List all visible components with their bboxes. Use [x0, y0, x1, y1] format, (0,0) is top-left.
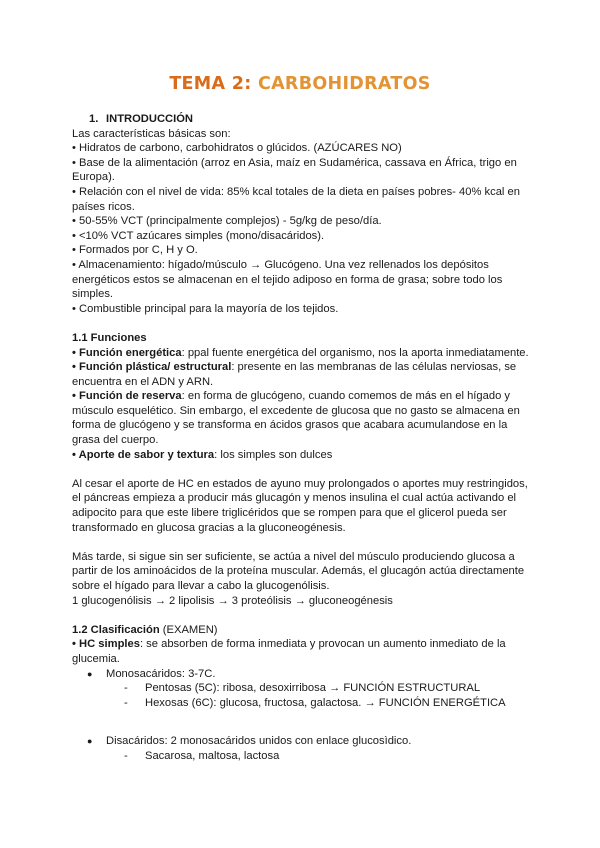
funcion-label: • Función energética — [72, 346, 182, 359]
list-item-monosacaridos — [72, 667, 534, 682]
funcion-text: : ppal fuente energética del organismo, nos la aporta inmediatamente. — [181, 346, 529, 359]
funcion-label: • Función de reserva — [72, 390, 182, 403]
funcion-text: : presente en las membranas de las células nerviosas, se encuentra en el ADN y ARN. — [72, 361, 517, 388]
funcion-label: • Función plástica/ estructural — [72, 361, 232, 374]
intro-bullet: • <10% VCT azúcares simples (mono/disacáridos). — [72, 229, 325, 242]
page-title — [0, 74, 600, 94]
list-item-disacaridos — [72, 734, 534, 749]
intro-bullet: • Hidratos de carbono, carbohidratos o glúcidos. (AZÚCARES NO) — [72, 142, 402, 155]
sublist-item — [72, 696, 534, 711]
document-body — [72, 112, 534, 763]
intro-bullet: • Relación con el nivel de vida: 85% kcal totales de la dieta en países pobres- 40% kcal en países ricos. — [72, 185, 520, 213]
dash-icon: - — [124, 682, 128, 695]
intro-bullet: • Combustible principal para la mayoría de los tejidos. — [72, 302, 339, 315]
intro-lead: Las características básicas son: — [72, 127, 231, 140]
hc-simples-item — [72, 637, 534, 666]
title-main: CARBOHIDRATOS — [257, 74, 431, 94]
dash-icon: - — [124, 749, 128, 762]
funcion-text: : en forma de glucógeno, cuando comemos de más en el hígado y músculo esquelético. Sin embargo, el excedente de glucosa que no gasto se almacena en forma de glucógeno y se transforma en ácidos grasos que acabara acumulandose en la grasa del cuerpo. — [72, 390, 520, 447]
list-item-text: Monosacáridos: 3-7C. — [106, 667, 216, 680]
paragraph-ayuno: Al cesar el aporte de HC en estados de ayuno muy prolongados o aportes muy restringidos, el páncreas empieza a producir más glucagón y menos insulina el cual actúa activando el adipocito para que este libere triglicéridos que se rompen para que el glicerol pueda ser transformado en glucosa gracias a la gluconeogénesis. — [72, 477, 528, 534]
clasificacion-heading-text: 1.2 Clasificación — [72, 623, 160, 636]
bullet-icon: ● — [87, 735, 93, 746]
sublist-item-text: Pentosas (5C): ribosa, desoxirribosa → FUNCIÓN ESTRUCTURAL — [145, 682, 481, 695]
intro-bullet: • Almacenamiento: hígado/músculo → Glucógeno. Una vez rellenados los depósitos energéticos estos se almacenan en el tejido adiposo en forma de grasa; sobre todo los simples. — [72, 258, 503, 301]
section-heading-introduccion — [72, 112, 534, 127]
intro-bullet: • Base de la alimentación (arroz en Asia, maíz en Sudamérica, cassava en África, trigo en Europa). — [72, 156, 517, 184]
title-prefix: TEMA 2: — [169, 74, 258, 94]
sublist-item-text: Hexosas (6C): glucosa, fructosa, galactosa. → FUNCIÓN ENERGÉTICA — [145, 696, 506, 709]
funcion-item — [72, 346, 534, 361]
dash-icon: - — [124, 696, 128, 709]
intro-bullet: • Formados por C, H y O. — [72, 244, 198, 257]
sublist-item — [72, 749, 534, 764]
clasificacion-note: (EXAMEN) — [159, 623, 218, 636]
paragraph-musculo: Más tarde, si sigue sin ser suficiente, se actúa a nivel del músculo produciendo glucosa a partir de los aminoácidos de la proteína muscular. Además, el glucagón actúa directamente sobre el hígado para llevar a cabo la glucogenólisis. — [72, 550, 525, 592]
funcion-label: • Aporte de sabor y textura — [72, 448, 215, 461]
sublist-item-text: Sacarosa, maltosa, lactosa — [145, 749, 280, 762]
funcion-item — [72, 448, 534, 463]
sublist-item — [72, 681, 534, 696]
section-heading-funciones: 1.1 Funciones — [72, 331, 147, 344]
section-number: 1. — [89, 113, 99, 125]
section-heading-clasificacion — [72, 623, 534, 638]
list-item-text: Disacáridos: 2 monosacáridos unidos con enlace glucosìdico. — [106, 734, 412, 747]
section-heading-text: INTRODUCCIÓN — [106, 113, 194, 125]
hc-simples-label: • HC simples — [72, 638, 140, 651]
funcion-item — [72, 360, 534, 389]
funcion-item — [72, 389, 534, 447]
hc-simples-text: : se absorben de forma inmediata y provocan un aumento inmediato de la glucemia. — [72, 638, 506, 665]
funcion-text: : los simples son dulces — [214, 448, 333, 461]
bullet-icon: ● — [87, 668, 93, 679]
intro-bullet: • 50-55% VCT (principalmente complejos) - 5g/kg de peso/día. — [72, 215, 382, 228]
sequence-line: 1 glucogenólisis → 2 lipolisis → 3 proteólisis → gluconeogénesis — [72, 594, 393, 607]
